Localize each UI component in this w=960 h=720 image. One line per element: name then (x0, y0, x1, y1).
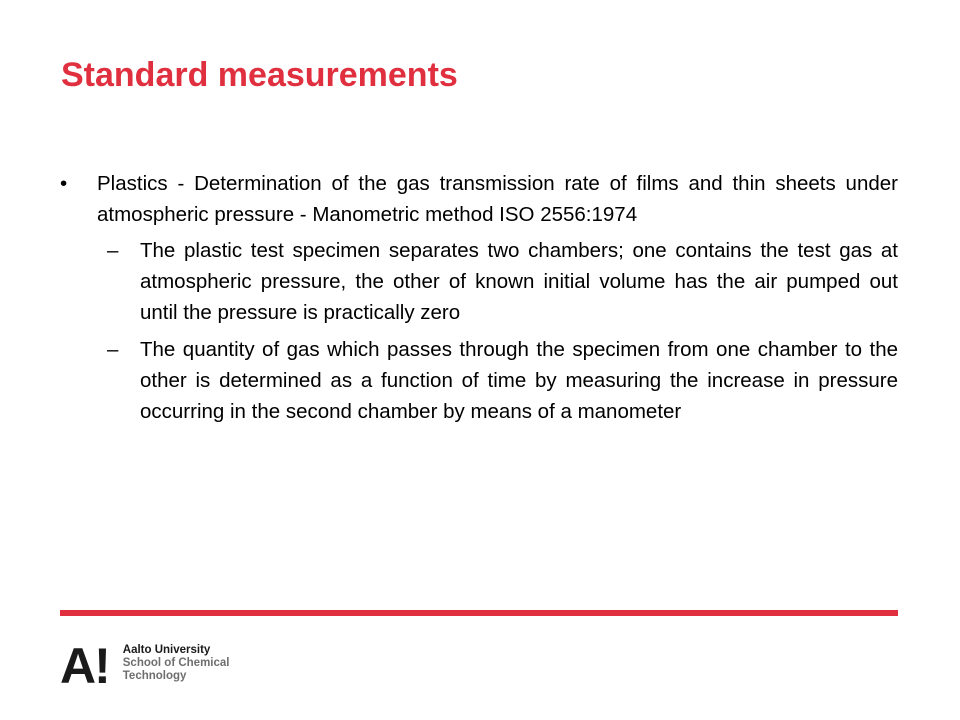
sub-bullet-item (60, 334, 898, 427)
sub-bullet-marker: – (107, 338, 119, 361)
slide-title: Standard measurements (61, 56, 458, 94)
bullet-text: Plastics - Determination of the gas transmission rate of films and thin sheets under atmospheric pressure - Manometric method ISO 2556:1974 (97, 172, 898, 226)
logo-letters: A! (60, 638, 109, 694)
slide-content (60, 168, 898, 433)
footer-divider (60, 610, 898, 616)
logo-school-name-cont: Technology (122, 670, 187, 682)
sub-bullet-marker: – (107, 239, 119, 262)
logo-text (123, 644, 230, 683)
sub-bullet-item (60, 235, 898, 328)
bullet-item (60, 168, 898, 230)
sub-bullet-text: The quantity of gas which passes through the specimen from one chamber to the other is determined as a function of time by measuring the increase in pressure occurring in the second chamber by means of a manometer (140, 338, 898, 423)
bullet-marker: • (60, 172, 68, 195)
logo-school-name: School of Chemical (122, 657, 230, 669)
aalto-logo (60, 638, 230, 694)
sub-bullet-text: The plastic test specimen separates two chambers; one contains the test gas at atmospheric pressure, the other of known initial volume has the air pumped out until the pressure is practically zero (140, 239, 898, 324)
logo-university-name: Aalto University (122, 644, 211, 656)
logo-mark (60, 638, 109, 694)
